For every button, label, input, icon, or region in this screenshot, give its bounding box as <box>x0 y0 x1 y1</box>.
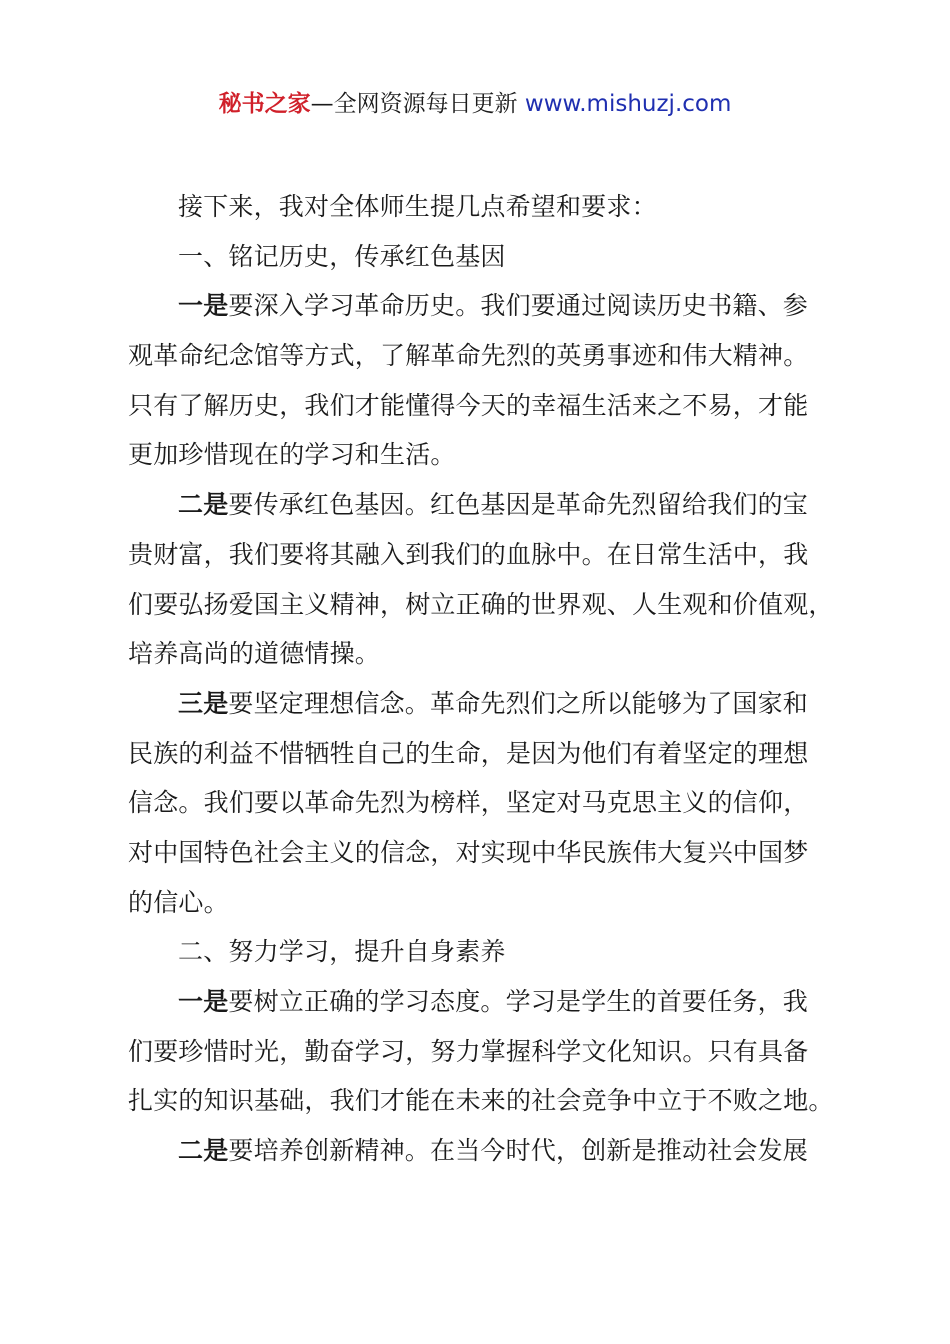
text-line <box>128 729 838 779</box>
line-text: 们要弘扬爱国主义精神，树立正确的世界观、人生观和价值观， <box>128 589 834 619</box>
line-text: 更加珍惜现在的学习和生活。 <box>128 440 456 470</box>
line-text: 一、铭记历史，传承红色基因 <box>178 241 506 271</box>
line-text: 要培养创新精神。在当今时代，创新是推动社会发展 <box>228 1136 809 1166</box>
text-line <box>128 1027 838 1077</box>
line-text: 民族的利益不惜牺牲自己的生命，是因为他们有着坚定的理想 <box>128 738 809 768</box>
document-body <box>128 182 838 1176</box>
paragraph-lead: 一是 <box>178 987 229 1016</box>
text-line <box>128 778 838 828</box>
text-line <box>128 281 838 331</box>
line-text: 二、努力学习，提升自身素养 <box>178 937 506 967</box>
text-line <box>128 530 838 580</box>
line-text: 信念。我们要以革命先烈为榜样，坚定对马克思主义的信仰， <box>128 788 809 818</box>
paragraph-lead: 三是 <box>178 688 229 718</box>
text-line <box>128 878 838 928</box>
text-line <box>128 927 838 977</box>
paragraph-lead: 一是 <box>178 291 229 321</box>
line-text: 要树立正确的学习态度。学习是学生的首要任务，我 <box>228 987 809 1016</box>
text-line <box>128 1076 838 1126</box>
line-text: 贵财富，我们要将其融入到我们的血脉中。在日常生活中，我 <box>128 539 809 569</box>
line-text: 接下来，我对全体师生提几点希望和要求： <box>178 192 657 221</box>
page-header <box>0 86 950 122</box>
text-line <box>128 580 838 630</box>
text-line <box>128 430 838 480</box>
line-text: 要传承红色基因。红色基因是革命先烈留给我们的宝 <box>228 490 809 520</box>
line-text: 只有了解历史，我们才能懂得今天的幸福生活来之不易，才能 <box>128 390 809 420</box>
line-text: 要深入学习革命历史。我们要通过阅读历史书籍、参 <box>228 291 809 321</box>
paragraph-lead: 二是 <box>178 1136 229 1166</box>
line-text: 对中国特色社会主义的信念，对实现中华民族伟大复兴中国梦 <box>128 837 809 867</box>
line-text: 培养高尚的道德情操。 <box>128 639 381 669</box>
text-line <box>128 679 838 729</box>
text-line <box>128 232 838 282</box>
text-line <box>128 331 838 381</box>
header-brand: 秘书之家 <box>218 91 311 117</box>
paragraph-lead: 二是 <box>178 490 229 520</box>
line-text: 要坚定理想信念。革命先烈们之所以能够为了国家和 <box>228 688 809 718</box>
text-line <box>128 629 838 679</box>
text-line <box>128 381 838 431</box>
text-line <box>128 1126 838 1176</box>
line-text: 们要珍惜时光，勤奋学习，努力掌握科学文化知识。只有具备 <box>128 1036 809 1066</box>
line-text: 扎实的知识基础，我们才能在未来的社会竞争中立于不败之地。 <box>128 1086 834 1116</box>
text-line <box>128 828 838 878</box>
text-line <box>128 182 838 232</box>
header-url-link[interactable]: www.mishuzj.com <box>524 91 732 117</box>
text-line <box>128 977 838 1027</box>
header-tagline: —全网资源每日更新 <box>310 91 518 117</box>
line-text: 的信心。 <box>128 887 229 917</box>
text-line <box>128 480 838 530</box>
line-text: 观革命纪念馆等方式，了解革命先烈的英勇事迹和伟大精神。 <box>128 341 809 371</box>
